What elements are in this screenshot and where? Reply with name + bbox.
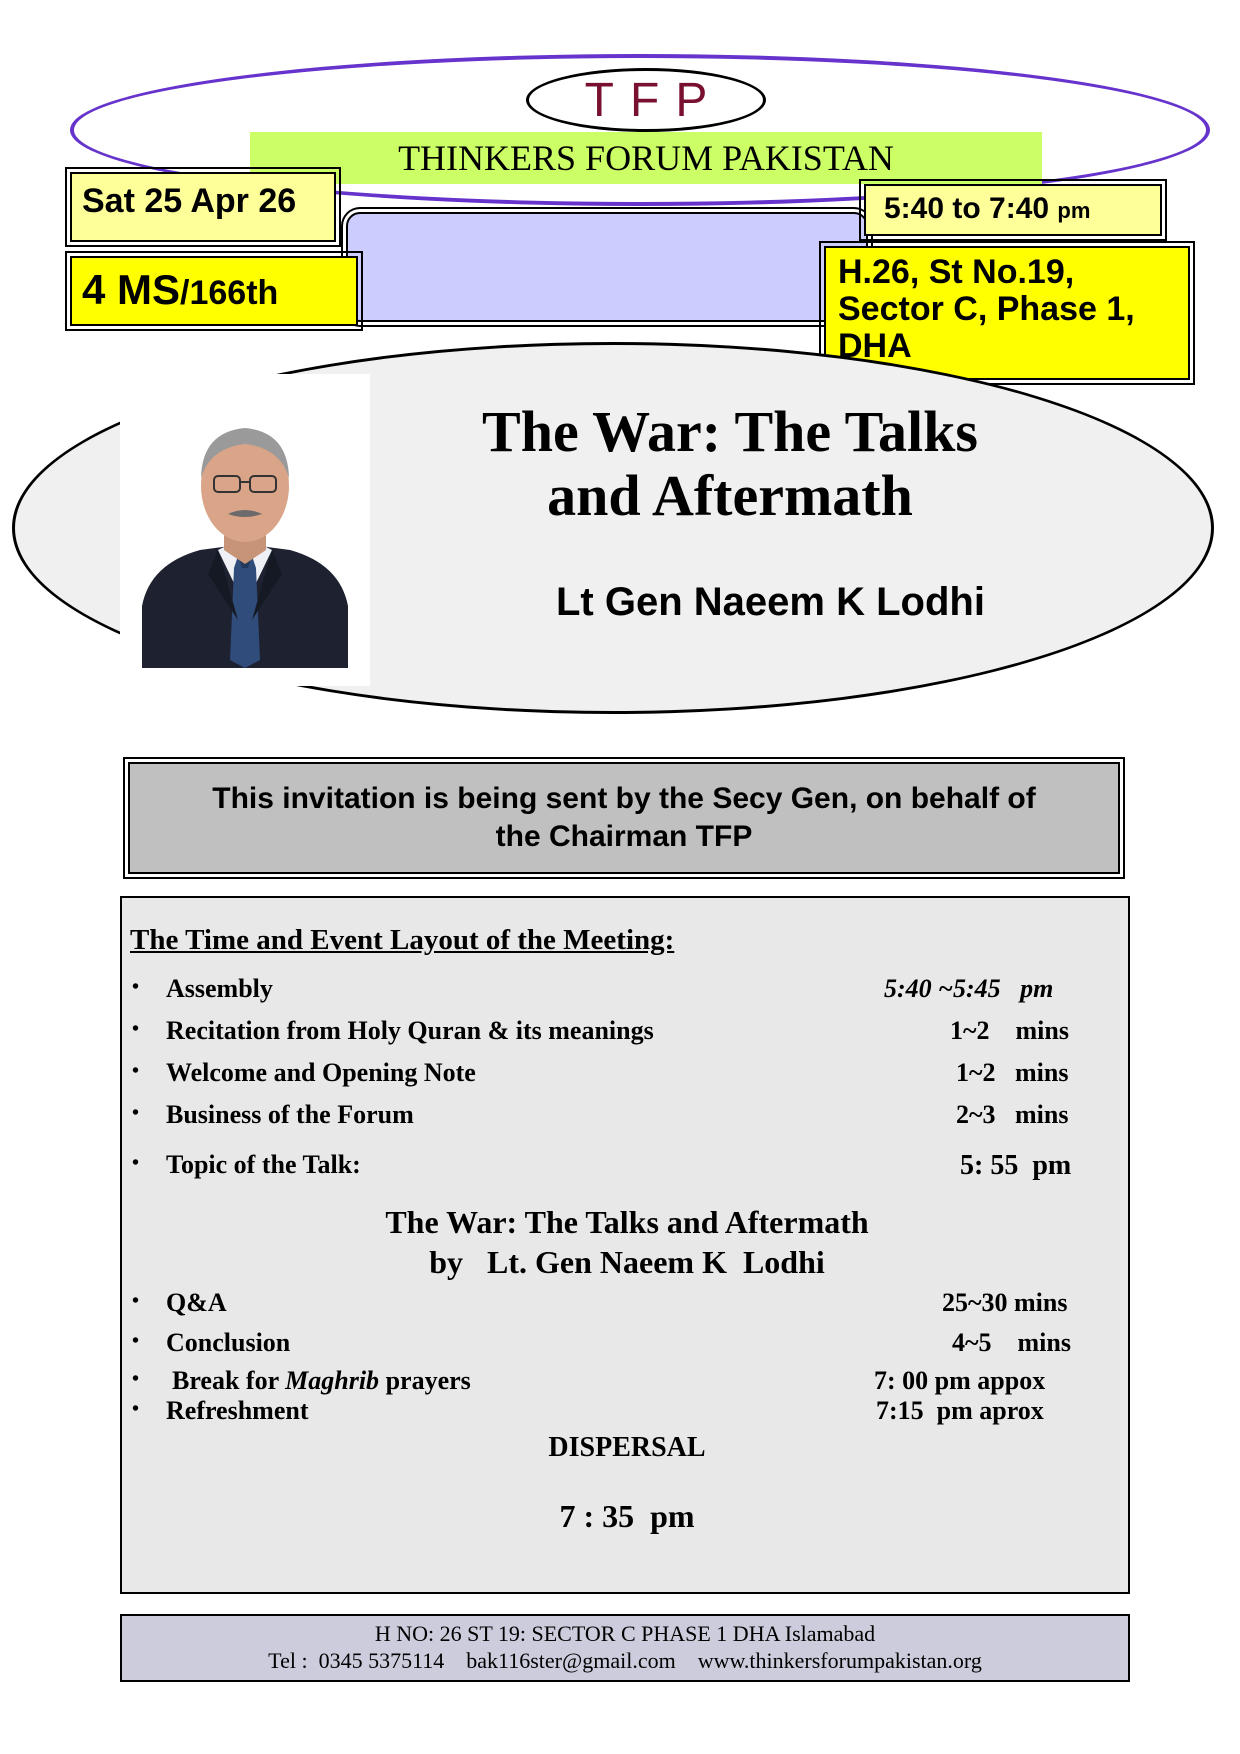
venue-box: H.26, St No.19, Sector C, Phase 1, DHA: [824, 246, 1190, 380]
invitation-note: [128, 762, 1120, 874]
bullet-icon: •: [132, 1398, 140, 1420]
schedule-heading: The Time and Event Layout of the Meeting:: [130, 924, 675, 956]
schedule-item-label: Recitation from Holy Quran & its meanings: [166, 1016, 654, 1045]
schedule-item-label: Q&A: [166, 1288, 227, 1317]
schedule-topic: [122, 1202, 1132, 1282]
bullet-icon: •: [132, 1290, 140, 1312]
time-suffix: pm: [1057, 198, 1091, 223]
bullet-icon: •: [132, 1368, 140, 1390]
talk-title: [390, 400, 1070, 528]
schedule-topic-title: The War: The Talks and Aftermath: [385, 1204, 869, 1240]
speaker-name: Lt Gen Naeem K Lodhi: [556, 580, 985, 624]
bullet-icon: •: [132, 1018, 140, 1040]
break-label-em: Maghrib: [285, 1366, 380, 1395]
schedule-item-label: Welcome and Opening Note: [166, 1058, 476, 1087]
tfp-logo: TFP: [526, 68, 766, 132]
schedule-item-time: 5:40 ~5:45 pm: [884, 974, 1054, 1003]
org-name-banner: THINKERS FORUM PAKISTAN: [250, 132, 1042, 184]
dispersal-label: DISPERSAL: [548, 1432, 706, 1463]
schedule-item-time: 5: 55 pm: [960, 1150, 1072, 1181]
talk-title-line2: and Aftermath: [547, 463, 913, 528]
schedule-item-time: 25~30 mins: [942, 1288, 1068, 1317]
schedule-item-label: Conclusion: [166, 1328, 291, 1357]
schedule-item-label: Business of the Forum: [166, 1100, 414, 1129]
speaker-portrait-image: [120, 374, 370, 686]
date-box: Sat 25 Apr 26: [70, 172, 336, 242]
meeting-number-box: [70, 256, 358, 326]
footer-contact: [120, 1614, 1130, 1682]
invitation-line2: the Chairman TFP: [495, 820, 753, 853]
schedule-item-time: 7:15 pm aprox: [876, 1396, 1044, 1425]
schedule-item-label: Assembly: [166, 974, 273, 1003]
speaker-photo: [120, 374, 370, 686]
bullet-icon: •: [132, 1330, 140, 1352]
dispersal-time: 7 : 35 pm: [559, 1498, 695, 1534]
schedule-item-time: 2~3 mins: [956, 1100, 1069, 1129]
schedule-item-time: 1~2 mins: [956, 1058, 1069, 1087]
talk-title-line1: The War: The Talks: [482, 399, 978, 464]
schedule-panel: [120, 896, 1130, 1594]
schedule-item-label: [172, 1366, 471, 1396]
schedule-topic-speaker: by Lt. Gen Naeem K Lodhi: [429, 1244, 825, 1280]
time-box: [864, 184, 1162, 236]
schedule-item-label: Refreshment: [166, 1396, 309, 1425]
footer-contact-line: Tel : 0345 5375114 bak116ster@gmail.com www.thinkersforumpakistan.org: [268, 1648, 982, 1673]
schedule-item-time: 7: 00 pm appox: [874, 1366, 1046, 1395]
schedule-item-time: 4~5 mins: [952, 1328, 1071, 1357]
decorative-panel: [346, 212, 868, 322]
invitation-line1: This invitation is being sent by the Secy Gen, on behalf of: [212, 782, 1036, 815]
time-range: 5:40 to 7:40: [884, 192, 1050, 225]
schedule-item-label: Topic of the Talk:: [166, 1150, 361, 1179]
meeting-no: 4 MS: [82, 266, 181, 313]
bullet-icon: •: [132, 976, 140, 998]
break-label-pre: Break for: [172, 1366, 286, 1395]
meeting-ordinal: /166th: [180, 274, 279, 312]
bullet-icon: •: [132, 1060, 140, 1082]
break-label-post: prayers: [379, 1366, 471, 1395]
schedule-item-time: 1~2 mins: [950, 1016, 1069, 1045]
bullet-icon: •: [132, 1102, 140, 1124]
bullet-icon: •: [132, 1152, 140, 1174]
footer-address: H NO: 26 ST 19: SECTOR C PHASE 1 DHA Islamabad: [374, 1621, 876, 1646]
